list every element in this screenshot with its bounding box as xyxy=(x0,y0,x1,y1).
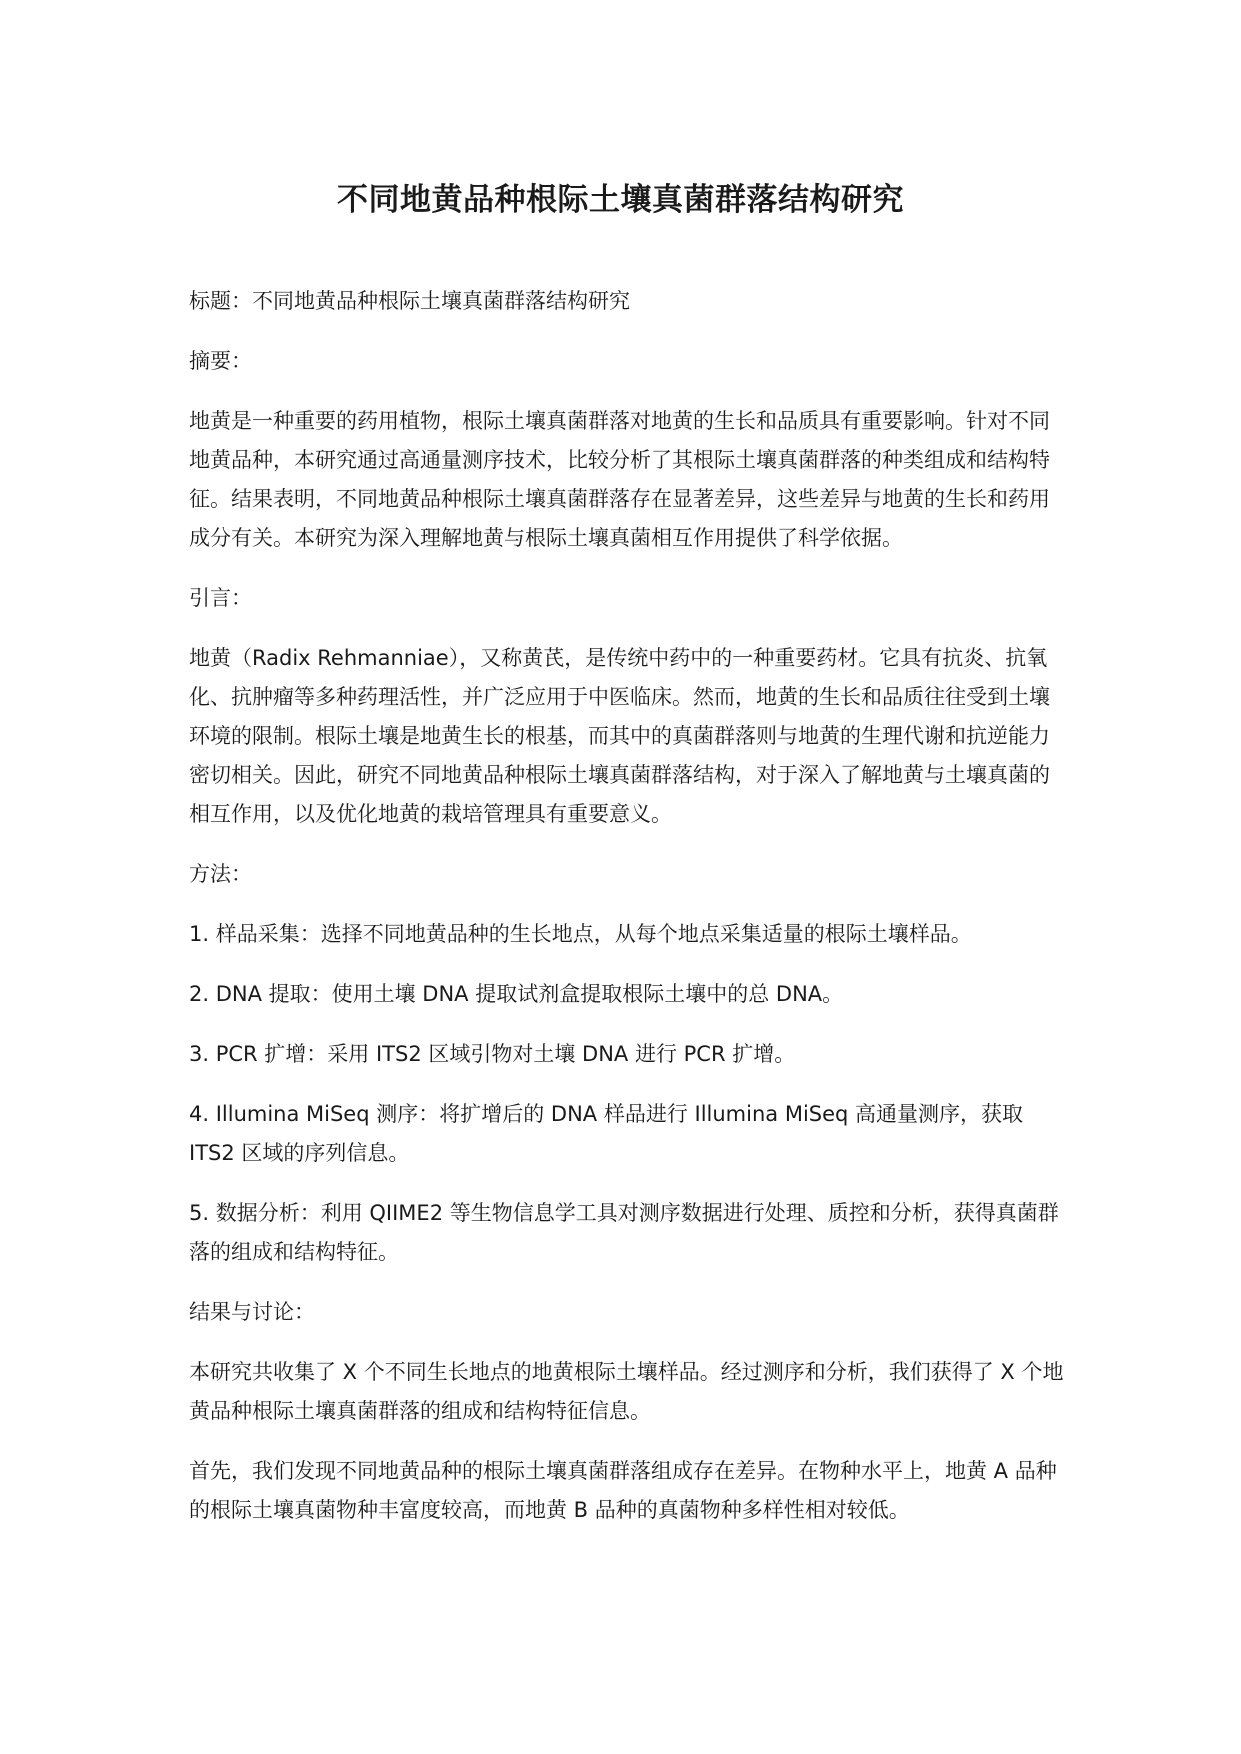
method-step-4: 4. Illumina MiSeq 测序：将扩增后的 DNA 样品进行 Illumina MiSeq 高通量测序，获取 ITS2 区域的序列信息。 xyxy=(189,1102,1024,1165)
abstract-heading: 摘要： xyxy=(189,349,252,373)
results-paragraph-2: 首先，我们发现不同地黄品种的根际土壤真菌群落组成存在差异。在物种水平上，地黄 A 品种的根际土壤真菌物种丰富度较高，而地黄 B 品种的真菌物种多样性相对较低。 xyxy=(189,1459,1057,1522)
results-paragraph-1: 本研究共收集了 X 个不同生长地点的地黄根际土壤样品。经过测序和分析，我们获得了 X 个地黄品种根际土壤真菌群落的组成和结构特征信息。 xyxy=(189,1360,1064,1423)
method-step-3: 3. PCR 扩增：采用 ITS2 区域引物对土壤 DNA 进行 PCR 扩增。 xyxy=(189,1042,796,1066)
intro-paragraph: 地黄（Radix Rehmanniae），又称黄芪，是传统中药中的一种重要药材。它具有抗炎、抗氧化、抗肿瘤等多种药理活性，并广泛应用于中医临床。然而，地黄的生长和品质往往受到土壤环境的限制。根际土壤是地黄生长的根基，而其中的真菌群落则与地黄的生理代谢和抗逆能力密切相关。因此，研究不同地黄品种根际土壤真菌群落结构，对于深入了解地黄与土壤真菌的相互作用，以及优化地黄的栽培管理具有重要意义。 xyxy=(189,646,1050,826)
method-step-1: 1. 样品采集：选择不同地黄品种的生长地点，从每个地点采集适量的根际土壤样品。 xyxy=(189,922,972,946)
intro-heading: 引言： xyxy=(189,586,252,610)
results-heading: 结果与讨论： xyxy=(189,1300,315,1324)
method-step-5: 5. 数据分析：利用 QIIME2 等生物信息学工具对测序数据进行处理、质控和分析，获得真菌群落的组成和结构特征。 xyxy=(189,1201,1059,1264)
title-line: 标题：不同地黄品种根际土壤真菌群落结构研究 xyxy=(189,289,630,313)
methods-heading: 方法： xyxy=(189,862,252,886)
abstract-paragraph: 地黄是一种重要的药用植物，根际土壤真菌群落对地黄的生长和品质具有重要影响。针对不同地黄品种，本研究通过高通量测序技术，比较分析了其根际土壤真菌群落的种类组成和结构特征。结果表明，不同地黄品种根际土壤真菌群落存在显著差异，这些差异与地黄的生长和药用成分有关。本研究为深入理解地黄与根际土壤真菌相互作用提供了科学依据。 xyxy=(189,409,1050,550)
method-step-2: 2. DNA 提取：使用土壤 DNA 提取试剂盒提取根际土壤中的总 DNA。 xyxy=(189,982,844,1006)
document-body xyxy=(189,282,1069,1551)
document-title: 不同地黄品种根际土壤真菌群落结构研究 xyxy=(337,182,904,218)
